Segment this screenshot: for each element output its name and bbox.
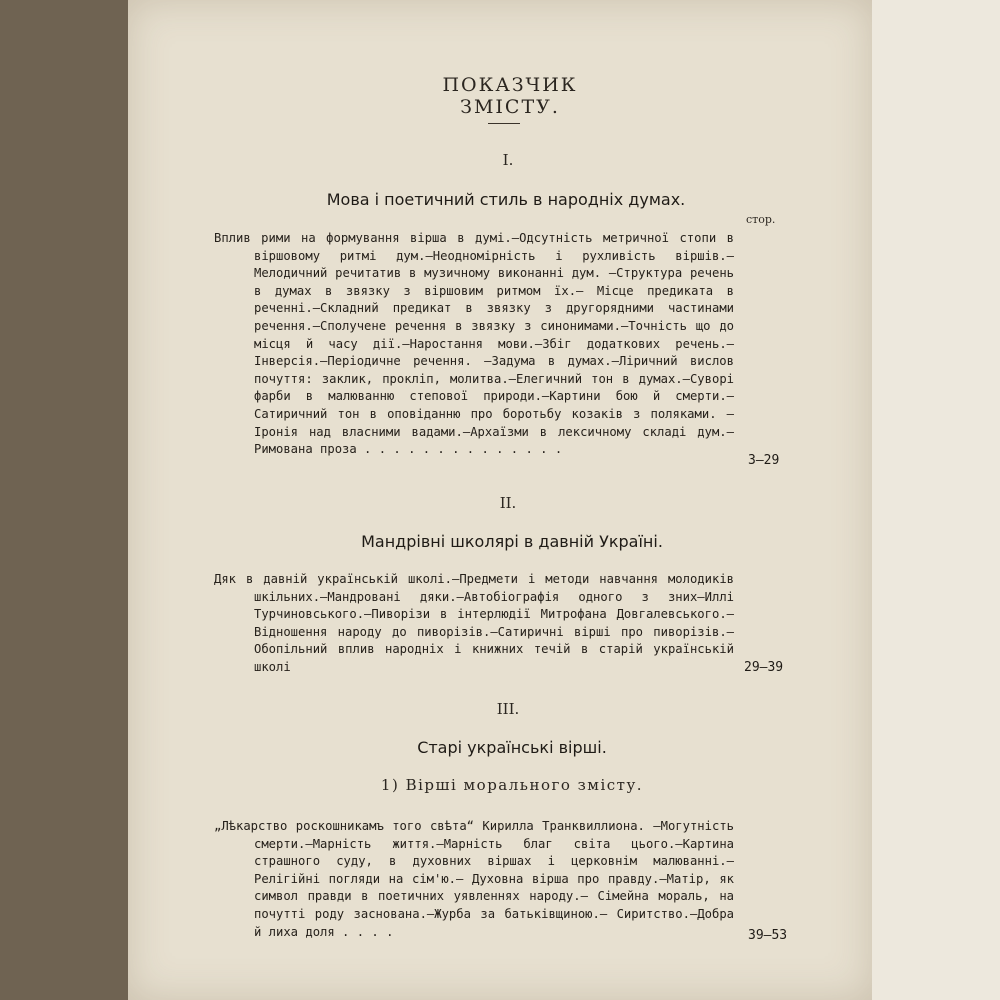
section-3-pages: 39—53 bbox=[748, 928, 788, 943]
section-1-title: Мова і поетичний стиль в народніх думах. bbox=[326, 190, 686, 209]
page-column-label: стор. bbox=[746, 213, 776, 226]
section-3-text bbox=[214, 818, 734, 941]
section-1-number: I. bbox=[502, 151, 514, 169]
page-title: ПОКАЗЧИК ЗМІСТУ. bbox=[442, 74, 578, 118]
section-2-pages: 29—39 bbox=[744, 660, 784, 675]
section-2-text bbox=[214, 571, 734, 677]
section-3-title: Старі українські вірші. bbox=[417, 738, 607, 757]
section-1-text bbox=[214, 230, 734, 459]
section-2-paragraph: Дяк в давній українській школі.—Предмети і методи навчання молодиків шкільних.—Мандровані дяки.—Автобіографія одного з зних—Иллі Турчиновського.—Пиворізи в інтерлюдії Митрофана Довгалевського.—Відношення народу до пиворізів.—Сатиричні вірші про пиворізів.—Обопільний вплив народніх і книжних течій в старій українській школі bbox=[214, 572, 734, 674]
title-divider bbox=[488, 123, 520, 124]
section-2-number: II. bbox=[499, 494, 517, 512]
book-spine-shadow bbox=[0, 0, 128, 1000]
section-3-subtitle: 1) Вірші морального змісту. bbox=[380, 776, 644, 794]
section-2-title: Мандрівні школярі в давній Україні. bbox=[361, 532, 663, 551]
section-1-paragraph: Вплив рими на формування вірша в думі.—Одсутність метричної стопи в віршовому ритмі дум.—Неодномірність і рухливість віршів.—Мелодичний речитатив в музичному виконанні дум. —Структура речень в думах в звязку з віршовим ритмом їх.— Місце предиката в реченні.—Складний предикат в звязку з другорядними частинами речення.—Сполучене речення в звязку з синонимами.—Точність що до місця й часу дії.—Наростання мови.—Збіг додаткових речень.—Інверсія.—Періодичне речення. —Задума в думах.—Ліричний вислов почуття: заклик, прокліп, молитва.—Елегичний тон в думах.—Суворі фарби в малюванню степової природи.—Картини бою й смерти.—Сатиричний тон в оповіданню про боротьбу козаків з поляками. —Іронія над власними вадами.—Архаїзми в лексичному складі дум.—Римована проза . . . . . . . . . . . . . . bbox=[214, 231, 734, 457]
section-3-number: III. bbox=[496, 700, 520, 718]
section-1-pages: 3—29 bbox=[748, 453, 780, 468]
section-3-paragraph: „Лѣкарство роскошникамъ того свѣта“ Кирилла Транквиллиона. —Могутність смерти.—Марність життя.—Марність благ світа цього.—Картина страшного суду, в духовних віршах і церковнім малюванні.—Релігійні погляди на сім'ю.— Духовна вірша про правду.—Матір, як символ правди в поетичних уявленнях народу.— Сімейна мораль, на почутті роду заснована.—Журба за батьківщиною.— Сиритство.—Добра й лиха доля . . . . bbox=[214, 819, 734, 939]
page-margin-right bbox=[872, 0, 1000, 1000]
